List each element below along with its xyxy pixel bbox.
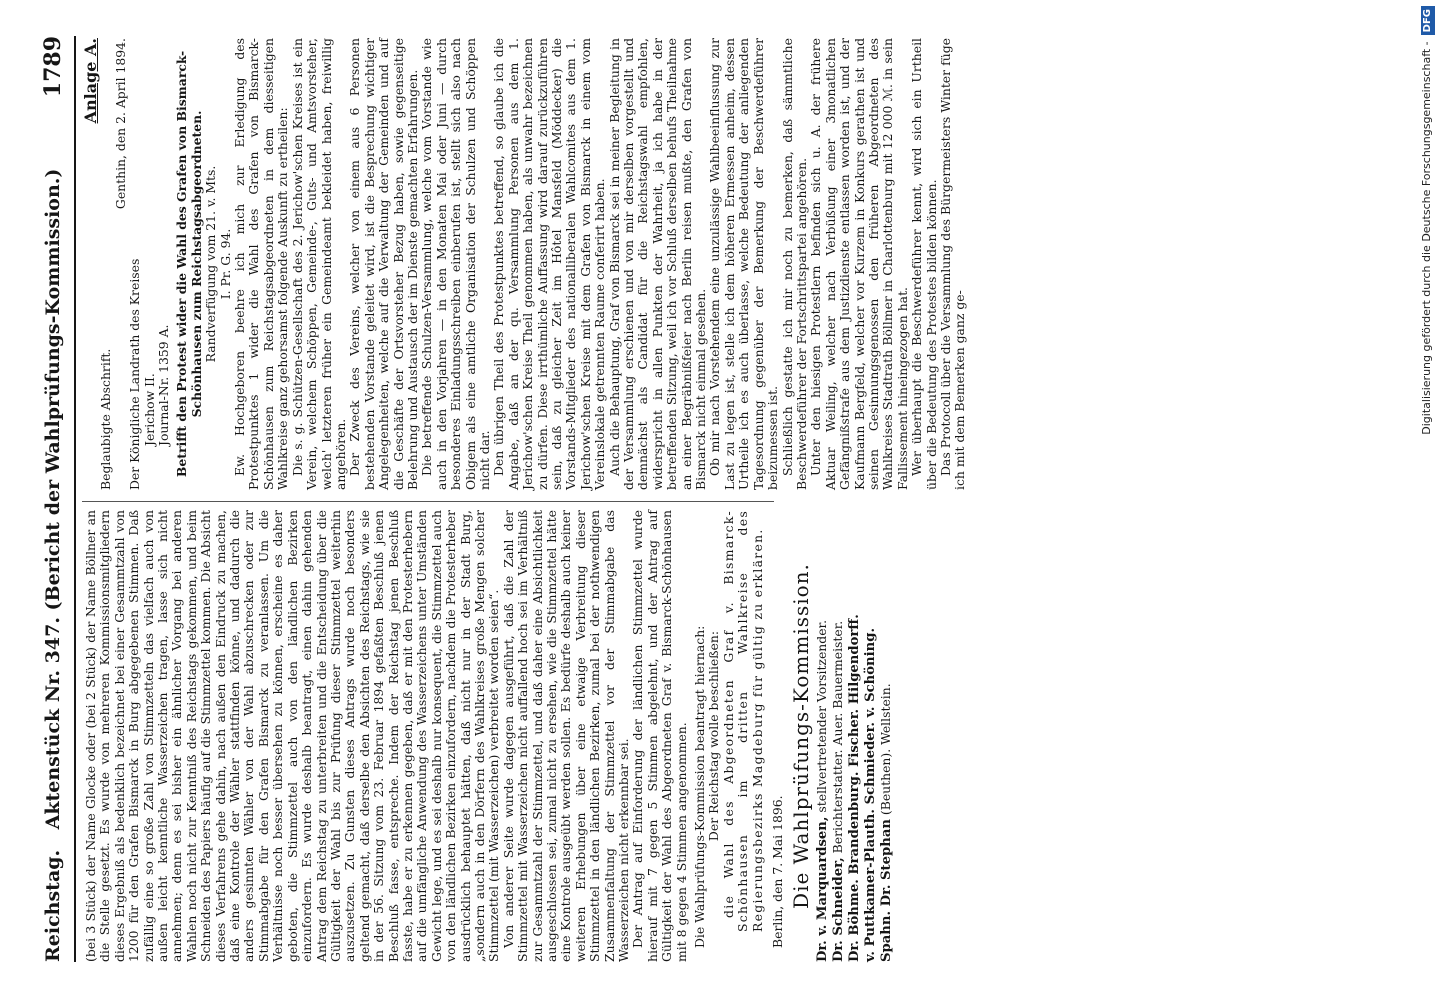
column-divider [82, 501, 774, 502]
annex-label: Anlage A. [81, 38, 100, 124]
reference-line: Randverfügung vom 21. v. Mts. [203, 165, 219, 363]
member-line: Spahn. Dr. Stephan (Beuthen). Wellstein. [877, 683, 894, 962]
commission-title: Die Wahlprüfungs-Kommission. [788, 563, 813, 909]
paragraph: Der Antrag auf Einforderung der ländlichen Stimmzettel wurde hierauf mit 7 gegen 5 Stimmen abgelehnt, und der Antrag auf Gültigkeit der Wahl des Abgeordneten Graf v. Bismarck-Schönhausen mit 8 gegen 4 Stimmen angenommen. [630, 510, 689, 962]
subject-line: Betrifft den Protest wider die Wahl des Grafen von Bismarck-Schönhausen zum Reichstagsabgeordneten. [174, 50, 204, 478]
header-title: Aktenstück Nr. 347. (Bericht der Wahlprüfungs-Kommission.) [42, 168, 64, 830]
place-date: Berlin, den 7. Mai 1896. [770, 795, 786, 948]
journal-number: Journal-Nr. 1359 A. [156, 324, 172, 446]
paragraph: Die s. g. Schützen-Gesellschaft des 2. Jerichow'schen Kreises ist ein Verein, welchem Schöppen, Gemeinde-, Guts- und Amtsvorsteher, welch' letzteren früher ein Gemeindeamt bekleidet haben, freiwillig angehören. [289, 38, 348, 490]
left-column [83, 510, 894, 962]
paragraph: Unter den hiesigen Protestlern befinden sich u. A. der frühere Aktuar Weiling, welcher nach Verbüßung einer 3monatlichen Gefängnißstrafe aus dem Justizdienste entlassen worden ist, und der Kaufmann Bergfeld, welcher vor Kurzem in Konkurs gerathen ist und seinen Gesinnungsgenossen den früheren Abgeordneten des Wahlkreises Stadtrath Böllmer in Charlottenburg mit 12 000 ℳ. in sein Fallissement hineingezogen hat. [808, 38, 910, 490]
members-list [814, 510, 894, 962]
header-left: Reichstag. [42, 849, 64, 962]
paragraph: (bei 3 Stück) der Name Glocke oder (bei 2 Stück) der Name Böllner an die Stelle gesetzt. Es wurde von mehreren Kommissionsmitgliedern dieses Ergebniß als bedenklich bezeichnet bei einer Gesammtzahl von 1200 für den Grafen Bismarck in Burg abgegebenen Stimmen. Daß zufällig eine so große Zahl von Stimmzetteln das vielfach auch von außen leicht kenntliche Wasserzeichen tragen, lasse sich nicht annehmen; denn es sei bisher ein ähnlicher Vorgang bei anderen Wahlen noch nicht zur Kenntniß des Reichstags gekommen, und beim Schneiden des Papiers häufig auf die Stimmzettel kommen. Die Absicht dieses Verfahrens gehe dahin, nach außen den Eindruck zu machen, daß eine Kontrole der Wähler stattfinden könne, und dadurch die anders gesinnten Wähler von der Wahl abzuschrecken oder zur Stimmabgabe für den Grafen Bismarck zu veranlassen. Um die Verhältnisse noch besser übersehen zu können, erscheine es daher geboten, die Stimmzettel auch von den ländlichen Bezirken einzufordern. Es wurde deshalb beantragt, einen dahin gehenden Antrag dem Reichstag zu unterbreiten und die Entscheidung über die Gültigkeit der Wahl bis zur Prüfung dieser Stimmzettel weiterhin auszusetzen. Zu Gunsten dieses Antrags wurde noch besonders geltend gemacht, daß derselbe den Absichten des Reichstags, wie sie in der 56. Sitzung vom 23. Februar 1894 gefaßten Beschluß jenen Beschluß fasse, entspreche. Indem der Reichstag jenen Beschluß fasste, habe er zu erkennen gegeben, daß er mit den Protesterhebern auf die umfängliche Anwendung des Wasserzeichens unter Umständen Gewicht lege, und es sei deshalb nur konsequent, die Stimmzettel auch von den ländlichen Bezirken einzufordern, nachdem die Protesterheber ausdrücklich behauptet hätten, daß nicht nur in der Stadt Burg, „sondern auch in den Dörfern des Wahlkreises große Mengen solcher Stimmzettel (mit Wasserzeichen) verbreitet worden seien“. [83, 510, 502, 962]
paragraph: Den übrigen Theil des Protestpunktes betreffend, so glaube ich die Angabe, daß an der qu. Versammlung Personen aus dem 1. Jerichow'schen Kreise Theil genommen haben, als unwahr bezeichnen zu dürfen. Diese irrthümliche Auffassung wird darauf zurückzuführen sein, daß zu gleicher Zeit im Hôtel Mansfeld (Möddecker) die Vorstands-Mitglieder des nationalliberalen Wahlcomites aus dem 1. Jerichow'schen Kreise mit dem Grafen von Bismarck in einem vom Vereinslokale getrennten Raume conferirt haben. [491, 38, 608, 490]
right-column [81, 38, 968, 490]
header-rule [74, 36, 76, 962]
page-number: 1789 [40, 36, 66, 98]
member-line: Dr. Schneider, Berichterstatter. Auer. Bauermeister. [829, 620, 846, 962]
authority-line: Der Königliche Landrath des Kreises [127, 258, 143, 490]
reference-line: I. Pr. G. 94. [217, 228, 233, 300]
paragraph: Der Reichstag wolle beschließen: [706, 630, 722, 842]
paragraph: Die Wahlprüfungs-Kommission beantragt hiernach: [692, 625, 708, 948]
funding-note [1416, 6, 1434, 996]
motion-text: die Wahl des Abgeordneten Graf v. Bismarck-Schönhausen im dritten Wahlkreise des Regierungsbezirks Magdeburg für gültig zu erklären. [720, 510, 765, 932]
paragraph: Der Zweck des Vereins, welcher von einem aus 6 Personen bestehenden Vorstande geleitet wird, ist die Besprechung wichtiger Angelegenheiten, welche auf die Verwaltung der Gemeinden und auf die Geschäfte der Ortsvorsteher Bezug haben, sowie gegenseitige Belehrung und Austausch der im Dienste gemachten Erfahrungen. [347, 38, 420, 490]
place-date: Genthin, den 2. April 1894. [112, 38, 128, 210]
paragraph: Von anderer Seite wurde dagegen ausgeführt, daß die Zahl der Stimmzettel mit Wasserzeichen nicht auffallend hoch sei im Verhältniß zur Gesammtzahl der Stimmzettel, und daß daher eine Absichtlichkeit ausgeschlossen sei, zumal nicht zu ersehen, wie die Stimmzettel hätte eine Kontrole ausgeübt werden sollen. Es bedürfe deshalb auch keiner weiteren Erhebungen über eine etwaige Verbreitung dieser Stimmzettel in den ländlichen Bezirken, zumal bei der nothwendigen Zusammenfaltung der Stimmzettel vor der Stimmabgabe das Wasserzeichen nicht erkennbar sei. [500, 510, 632, 962]
paragraph: Das Protocoll über die Versammlung des Bürgermeisters Winter füge ich mit dem Bemerken ganz ge- [937, 38, 968, 490]
paragraph: Ew. Hochgeboren beehre ich mich zur Erledigung des Protestpunktes 1 wider die Wahl des Grafen von Bismarck-Schönhausen zum Reichstagsabgeordneten in dem diesseitigen Wahlkreise ganz gehorsamst folgende Auskunft zu ertheilen: [232, 38, 291, 490]
scanned-page-area [24, 28, 1414, 972]
paragraph: Schließlich gestatte ich mir noch zu bemerken, daß sämmtliche Beschwerdeführer der Fortschrittspartei angehören. [779, 38, 809, 490]
dfg-logo: DFG [1421, 6, 1435, 35]
paragraph: Wer überhaupt die Beschwerdeführer kennt, wird sich ein Urtheil über die Bedeutung des Protestes bilden können. [909, 38, 939, 490]
paragraph: Ob mir nach Vorstehendem eine unzulässige Wahlbeeinflussung zur Last zu legen ist, stelle ich dem höheren Ermessen anheim, dessen Urtheile ich es auch überlasse, welche Bedeutung der anliegenden Tagesordnung gegenüber der Bemerkung der Beschwerdeführer beizumessen ist. [707, 38, 781, 490]
paragraph: Die betreffende Schulzen-Versammlung, welche vom Vorstande wie auch in den Vorjahren — in den Monaten Mai oder Juni — durch besonderes Einladungsschreiben einberufen ist, stellt sich also nach Obigem als eine amtliche Organisation der Schulzen und Schöppen nicht dar. [419, 38, 492, 490]
funding-note-text: Digitalisierung gefördert durch die Deutsche Forschungsgemeinschaft - [1420, 41, 1433, 435]
page-header [32, 36, 72, 962]
member-line: Dr. v. Marquardsen, stellvertretender Vorsitzender. [813, 619, 830, 962]
authority-line: Jerichow II. [141, 373, 157, 446]
paragraph: Auch die Behauptung, Graf von Bismarck sei in meiner Begleitung in der Versammlung erschienen und von mir derselben vorgestellt und demnächst als Candidat für die Reichstagswahl empfohlen, widerspricht in allen Punkten der Wahrheit, ja ich habe in der betreffenden Sitzung, weil ich vor Schluß derselben behufs Theilnahme an einer Begräbnißfeier nach Berlin reisen mußte, den Grafen von Bismarck nicht einmal gesehen. [606, 38, 709, 490]
copy-note: Beglaubigte Abschrift. [98, 348, 114, 490]
document-page [24, 28, 968, 972]
member-line: v. Puttkamer-Plauth. Schmieder. v. Schöning. [862, 627, 878, 962]
member-line: Dr. Böhme. Brandenburg. Fischer. Hilgendorff. [846, 614, 862, 962]
